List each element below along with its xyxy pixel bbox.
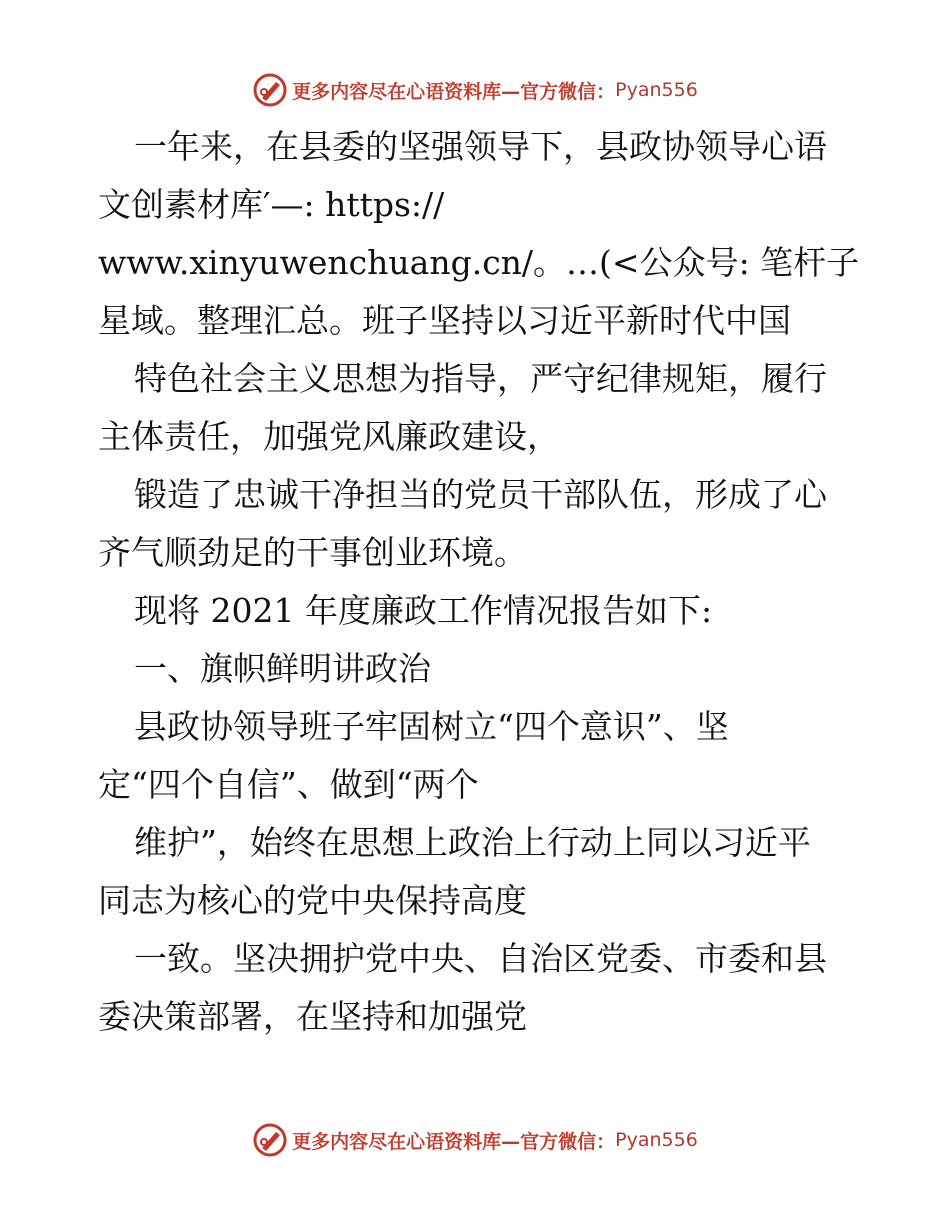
text-line: 定“四个自信”、做到“两个 [98,765,479,804]
text-line: 锻造了忠诚干净担当的党员干部队伍，形成了心 [134,475,827,514]
text-line: 县政协领导班子牢固树立“四个意识”、坚 [134,707,729,746]
header-banner [0,70,950,110]
text-line: 现将 2021 年度廉政工作情况报告如下: [134,591,713,630]
footer-banner [0,1120,950,1160]
text-line: 委决策部署，在坚持和加强党 [98,997,527,1036]
footer-banner-text: 更多内容尽在心语资料库—官方微信： [292,1130,616,1153]
text-line: www.xinyuwenchuang.cn/。…(<公众号: 笔杆子 [98,243,860,282]
text-line: 星域。整理汇总。班子坚持以习近平新时代中国 [98,301,791,340]
text-line: 同志为核心的党中央保持高度 [98,881,527,920]
pen-logo-icon [252,72,288,108]
text-line: 主体责任，加强党风廉政建设， [98,417,560,456]
text-line: 文创素材库′—: https:// [98,185,445,224]
section-heading: 一、旗帜鲜明讲政治 [134,649,431,688]
text-line: 一年来，在县委的坚强领导下，县政协领导心语 [134,127,827,166]
pen-logo-icon [252,1122,288,1158]
header-wechat-id: Pyan556 [615,79,698,101]
text-line: 齐气顺劲足的干事创业环境。 [98,533,527,572]
text-line: 特色社会主义思想为指导，严守纪律规矩，履行 [134,359,827,398]
footer-wechat-id: Pyan556 [615,1129,698,1151]
document-body [98,118,858,1046]
text-line: 维护”，始终在思想上政治上行动上同以习近平 [134,823,811,862]
header-banner-text: 更多内容尽在心语资料库—官方微信： [292,80,616,103]
text-line: 一致。坚决拥护党中央、自治区党委、市委和县 [134,939,827,978]
